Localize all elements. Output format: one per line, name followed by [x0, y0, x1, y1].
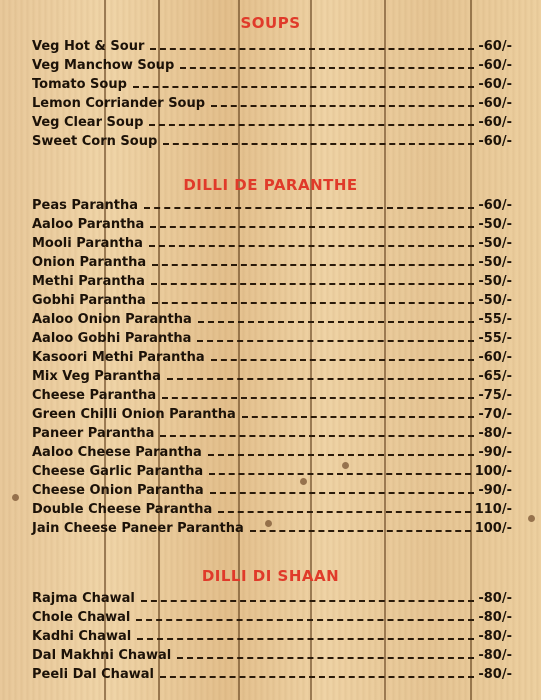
item-price: 100/- [474, 521, 512, 536]
item-name: Gobhi Parantha [32, 293, 146, 308]
menu-item [32, 272, 512, 291]
menu-item [32, 234, 512, 253]
leader-dots [177, 656, 474, 659]
item-price: -65/- [478, 369, 512, 384]
item-name: Rajma Chawal [32, 591, 135, 606]
wood-knot [528, 515, 535, 522]
leader-dots [151, 282, 475, 285]
leader-dots [209, 472, 471, 475]
item-price: -80/- [478, 667, 512, 682]
item-name: Kasoori Methi Parantha [32, 350, 205, 365]
item-name: Aaloo Cheese Parantha [32, 445, 202, 460]
leader-dots [149, 123, 474, 126]
item-price: -60/- [478, 115, 512, 130]
item-price: -80/- [478, 591, 512, 606]
leader-dots [208, 453, 475, 456]
menu-item [32, 627, 512, 646]
item-name: Lemon Corriander Soup [32, 96, 206, 111]
menu-item [32, 367, 512, 386]
leader-dots [211, 104, 474, 107]
menu-item [32, 329, 512, 348]
leader-dots [160, 434, 474, 437]
item-price: -55/- [478, 312, 512, 327]
leader-dots [210, 491, 475, 494]
menu-item [32, 386, 512, 405]
menu-item [32, 608, 512, 627]
item-name: Jain Cheese Paneer Parantha [32, 521, 244, 536]
item-price: 110/- [474, 502, 512, 517]
leader-dots [211, 358, 475, 361]
menu-item [32, 37, 512, 56]
leader-dots [160, 675, 474, 678]
item-price: -60/- [478, 350, 512, 365]
menu-item [32, 215, 512, 234]
item-name: Methi Parantha [32, 274, 145, 289]
item-price: -80/- [478, 648, 512, 663]
item-price: -75/- [478, 388, 512, 403]
menu-item [32, 113, 512, 132]
leader-dots [141, 599, 474, 602]
menu-item [32, 310, 512, 329]
item-price: -80/- [478, 629, 512, 644]
item-name: Cheese Onion Parantha [32, 483, 204, 498]
leader-dots [163, 142, 474, 145]
item-price: -60/- [478, 58, 512, 73]
item-name: Veg Manchow Soup [32, 58, 175, 73]
item-price: -80/- [478, 426, 512, 441]
item-name: Cheese Garlic Parantha [32, 464, 204, 479]
item-price: -90/- [478, 483, 512, 498]
item-name: Tomato Soup [32, 77, 127, 92]
item-price: -60/- [478, 39, 512, 54]
item-price: -60/- [478, 77, 512, 92]
menu-item [32, 443, 512, 462]
menu-item [32, 665, 512, 684]
leader-dots [180, 66, 474, 69]
item-name: Sweet Corn Soup [32, 134, 158, 149]
menu-item [32, 348, 512, 367]
section-title-soups: SOUPS [240, 14, 301, 32]
menu-item [32, 253, 512, 272]
leader-dots [242, 415, 475, 418]
menu-item [32, 519, 512, 538]
item-name: Mix Veg Parantha [32, 369, 161, 384]
item-price: -90/- [478, 445, 512, 460]
item-name: Aaloo Parantha [32, 217, 145, 232]
section-title-paranthe: DILLI DE PARANTHE [183, 176, 358, 194]
leader-dots [197, 339, 474, 342]
leader-dots [144, 206, 474, 209]
item-price: -50/- [478, 293, 512, 308]
leader-dots [149, 244, 474, 247]
item-price: -60/- [478, 198, 512, 213]
item-name: Peeli Dal Chawal [32, 667, 154, 682]
leader-dots [162, 396, 474, 399]
menu-item [32, 196, 512, 215]
item-price: -55/- [478, 331, 512, 346]
item-name: Dal Makhni Chawal [32, 648, 172, 663]
leader-dots [133, 85, 474, 88]
menu-item [32, 56, 512, 75]
item-price: -60/- [478, 96, 512, 111]
menu-item [32, 291, 512, 310]
leader-dots [198, 320, 475, 323]
item-name: Paneer Parantha [32, 426, 155, 441]
leader-dots [150, 225, 474, 228]
menu-item [32, 424, 512, 443]
item-price: -60/- [478, 134, 512, 149]
item-name: Cheese Parantha [32, 388, 157, 403]
menu-item [32, 481, 512, 500]
leader-dots [152, 301, 475, 304]
item-name: Chole Chawal [32, 610, 131, 625]
item-price: -50/- [478, 274, 512, 289]
item-name: Aaloo Gobhi Parantha [32, 331, 192, 346]
menu-item [32, 94, 512, 113]
menu-item [32, 500, 512, 519]
menu-item [32, 462, 512, 481]
item-price: -50/- [478, 217, 512, 232]
item-name: Veg Hot & Sour [32, 39, 145, 54]
menu-item [32, 75, 512, 94]
menu-item [32, 589, 512, 608]
item-name: Double Cheese Parantha [32, 502, 213, 517]
item-price: -50/- [478, 236, 512, 251]
item-name: Green Chilli Onion Parantha [32, 407, 236, 422]
item-name: Peas Parantha [32, 198, 139, 213]
leader-dots [150, 47, 474, 50]
menu-item [32, 646, 512, 665]
leader-dots [218, 510, 470, 513]
item-price: -70/- [478, 407, 512, 422]
item-name: Veg Clear Soup [32, 115, 144, 130]
wood-knot [12, 494, 19, 501]
item-name: Onion Parantha [32, 255, 147, 270]
item-price: -50/- [478, 255, 512, 270]
leader-dots [152, 263, 474, 266]
item-name: Mooli Parantha [32, 236, 143, 251]
item-name: Kadhi Chawal [32, 629, 132, 644]
menu-item [32, 132, 512, 151]
leader-dots [136, 618, 474, 621]
item-price: -80/- [478, 610, 512, 625]
leader-dots [137, 637, 474, 640]
leader-dots [167, 377, 474, 380]
item-name: Aaloo Onion Parantha [32, 312, 192, 327]
item-price: 100/- [474, 464, 512, 479]
leader-dots [250, 529, 471, 532]
section-title-shaan: DILLI DI SHAAN [201, 567, 340, 585]
menu-item [32, 405, 512, 424]
